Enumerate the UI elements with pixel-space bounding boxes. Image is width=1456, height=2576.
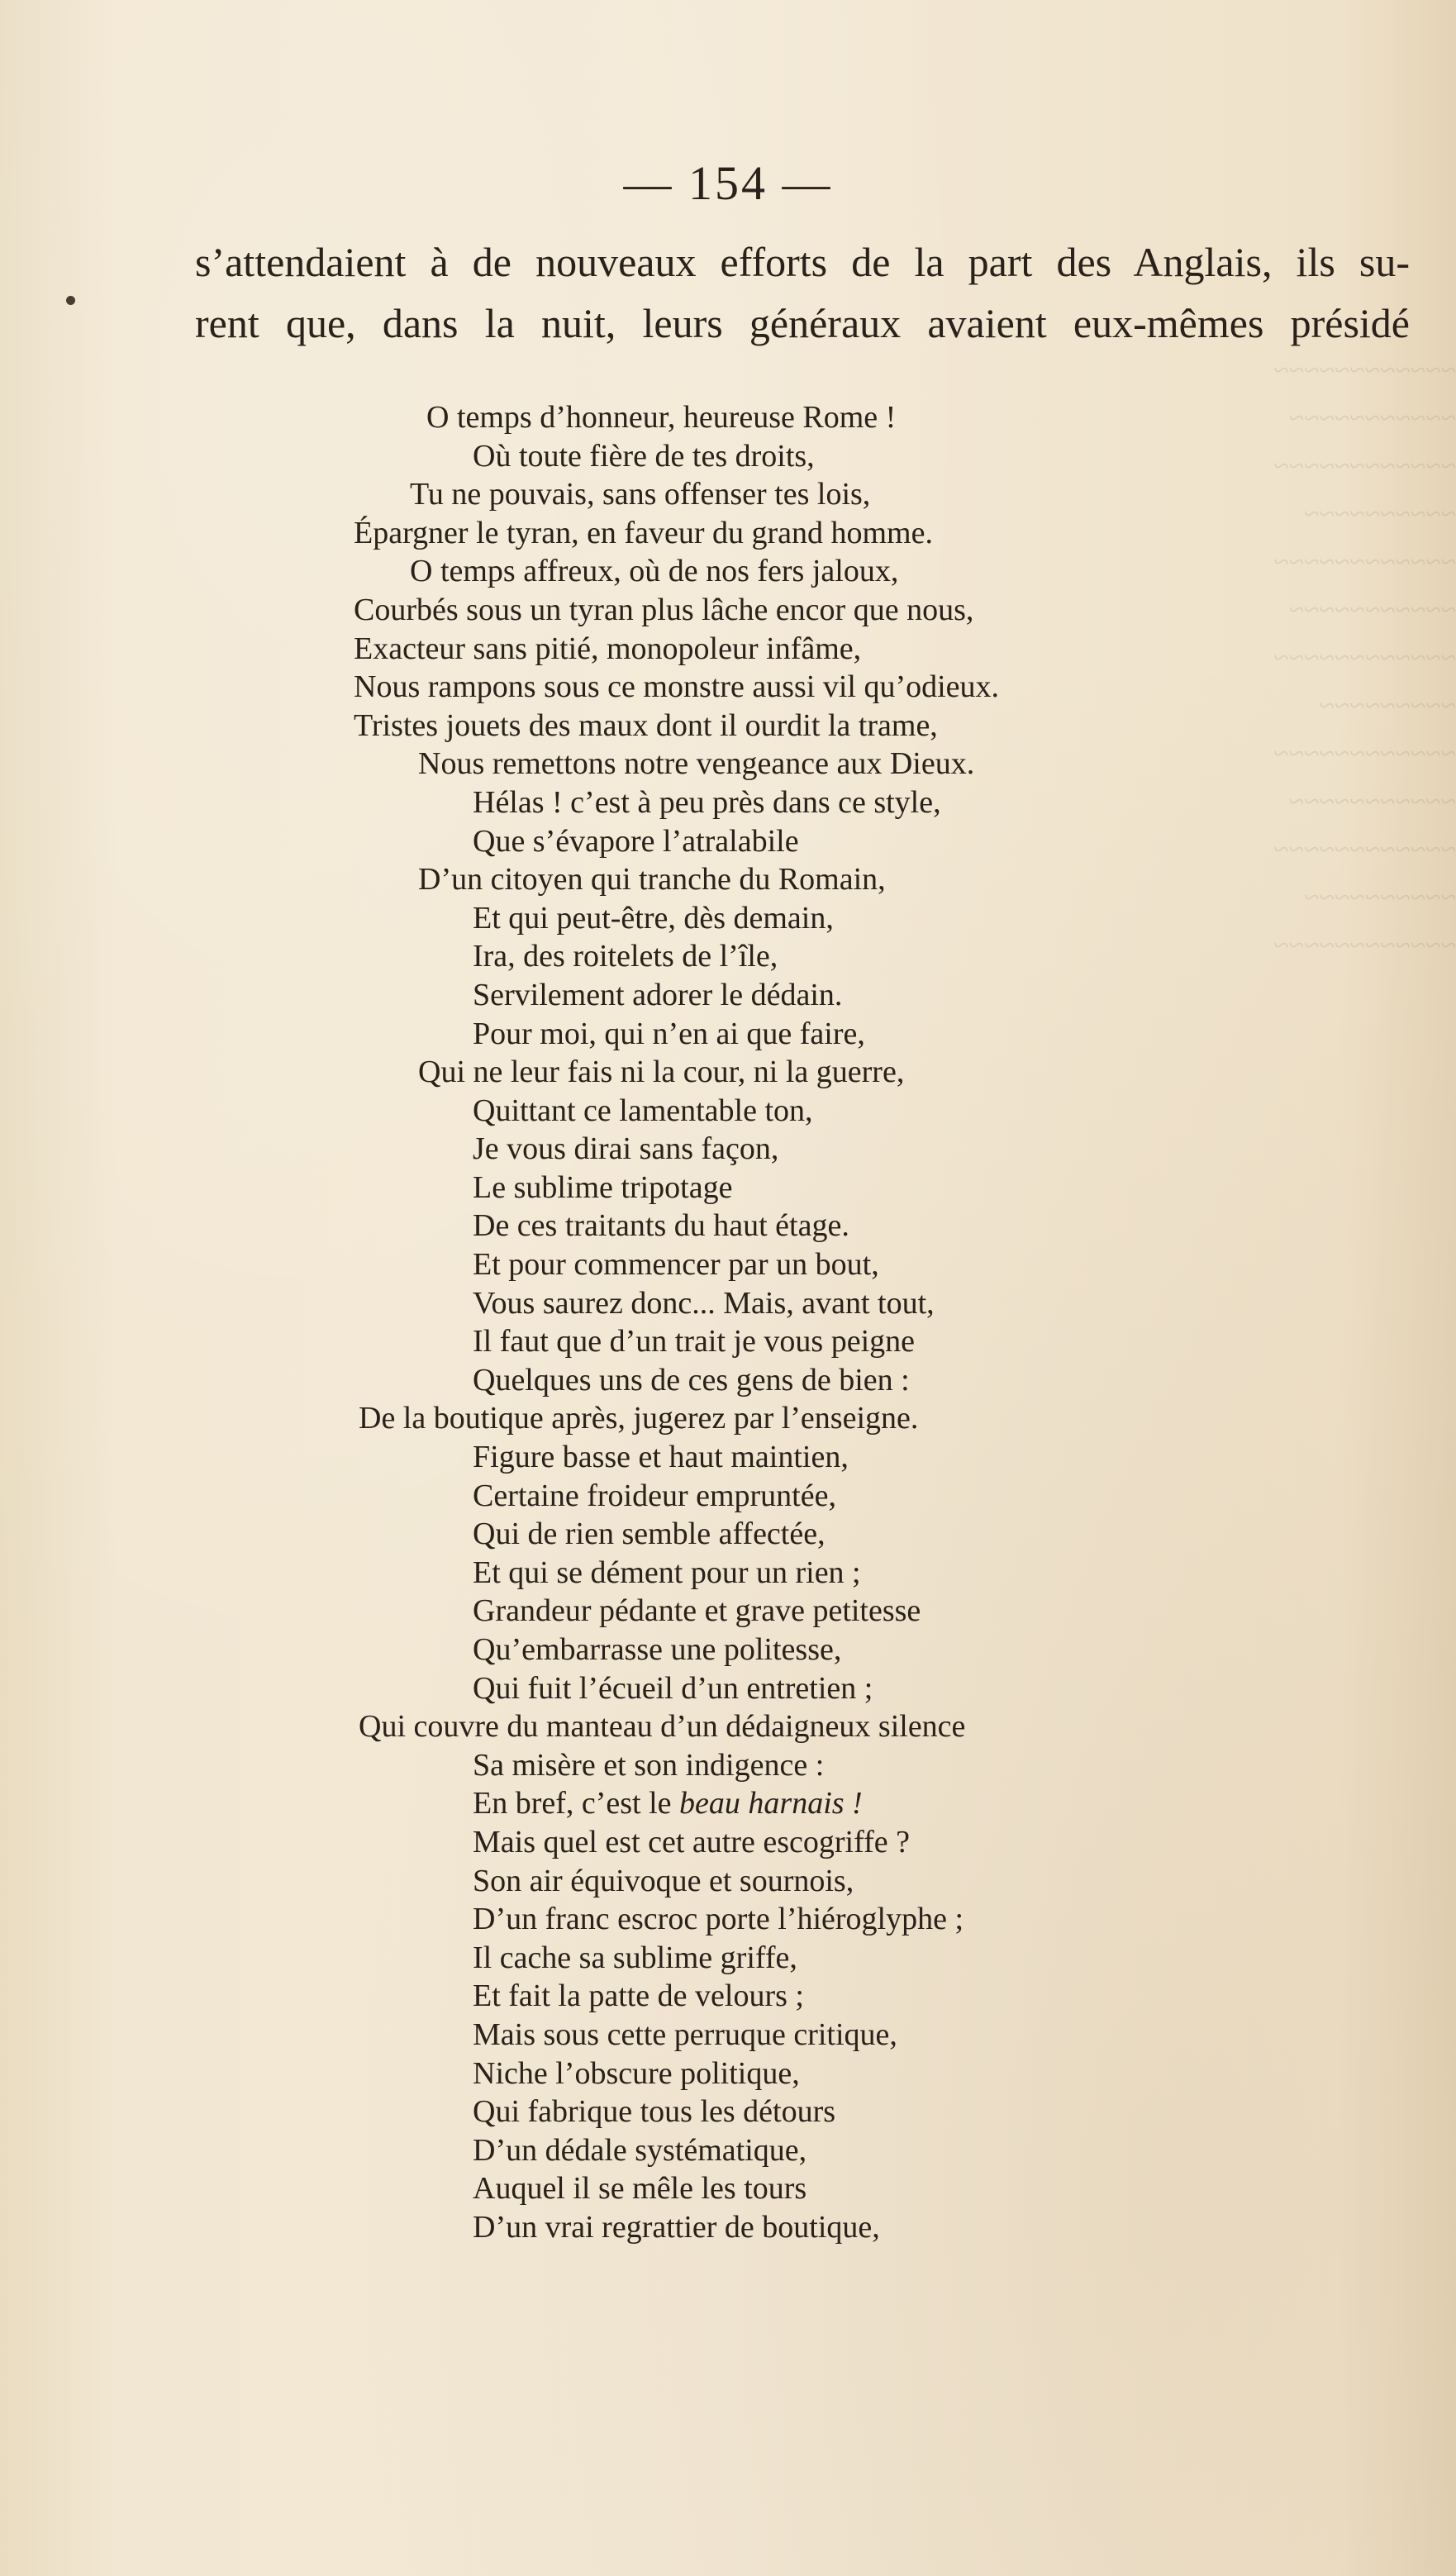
margin-mark <box>66 296 75 305</box>
poem-line: Qui couvre du manteau d’un dédaigneux silence <box>359 1709 966 1745</box>
prose-paragraph <box>195 231 1410 354</box>
poem-line: Qui fuit l’écueil d’un entretien ; <box>473 1670 873 1706</box>
poem-line <box>0 1784 1456 1823</box>
poem-line: Que s’évapore l’atralabile <box>473 823 799 859</box>
poem-line: De la boutique après, jugerez par l’enseigne. <box>359 1401 919 1436</box>
poem-line: Nous rampons sous ce monstre aussi vil qu’odieux. <box>354 669 1000 705</box>
poem-line: Ira, des roitelets de l’île, <box>473 939 778 974</box>
poem-line: Et qui peut-être, dès demain, <box>473 900 834 936</box>
poem-line: Tu ne pouvais, sans offenser tes lois, <box>410 477 871 512</box>
poem-line-text: En bref, c’est le <box>473 1786 672 1821</box>
show-through-texture: ~~~~~~~~~~~~ ~~~~~~~~~~~ ~~~~~~~~~~~~ ~~~~~~~~~~ ~~~~~~~~~~~~ ~~~~~~~~~~~ ~~~~~~~~~~~~ ~~~~~~~~~ ~~~~~~~~~~~~ ~~~~~~~~~~~ ~~~~~~~~~~~~ ~~~~~~~~~~ ~~~~~~~~~~~~ <box>1273 355 1456 961</box>
poem-line: Courbés sous un tyran plus lâche encor que nous, <box>354 592 974 627</box>
poem-line: Où toute fière de tes droits, <box>473 438 815 474</box>
poem-line: Grandeur pédante et grave petitesse <box>473 1593 921 1629</box>
poem-line: Il cache sa sublime griffe, <box>473 1940 797 1975</box>
poem-line: Certaine froideur empruntée, <box>473 1478 836 1513</box>
poem-line: Et fait la patte de velours ; <box>473 1978 804 2014</box>
poem-line: Vous saurez donc... Mais, avant tout, <box>473 1285 935 1321</box>
poem-line: Qui de rien semble affectée, <box>473 1517 826 1552</box>
poem-line: D’un vrai regrattier de boutique, <box>473 2209 880 2245</box>
poem-line: Qui ne leur fais ni la cour, ni la guerre, <box>418 1055 905 1090</box>
poem-line: Exacteur sans pitié, monopoleur infâme, <box>354 631 862 666</box>
poem-line: Son air équivoque et sournois, <box>473 1863 854 1898</box>
poem-line: Servilement adorer le dédain. <box>473 977 843 1012</box>
prose-line: s’attendaient à de nouveaux efforts de la part des Anglais, ils su- <box>195 239 1410 285</box>
poem-line: De ces traitants du haut étage. <box>473 1208 849 1244</box>
prose-line: rent que, dans la nuit, leurs généraux avaient eux-mêmes présidé <box>195 300 1410 346</box>
page-number: — 154 — <box>623 156 833 210</box>
poem-line: Figure basse et haut maintien, <box>473 1440 849 1475</box>
poem-line: Quittant ce lamentable ton, <box>473 1093 813 1128</box>
poem-line: D’un franc escroc porte l’hiéroglyphe ; <box>473 1902 964 1937</box>
poem-line: Mais quel est cet autre escogriffe ? <box>473 1824 910 1859</box>
poem-line: Qu’embarrasse une politesse, <box>473 1632 842 1667</box>
italic-phrase: beau harnais ! <box>679 1786 863 1821</box>
poem-line: Qui fabrique tous les détours <box>473 2094 836 2130</box>
poem-line: Niche l’obscure politique, <box>473 2055 800 2091</box>
poem-line: Sa misère et son indigence : <box>473 1747 825 1783</box>
poem-line: Auquel il se mêle les tours <box>473 2171 807 2207</box>
poem-line: Et qui se dément pour un rien ; <box>473 1555 861 1590</box>
poem-line: Épargner le tyran, en faveur du grand homme. <box>354 515 933 550</box>
poem-line: D’un dédale systématique, <box>473 2132 807 2168</box>
poem-line: Pour moi, qui n’en ai que faire, <box>473 1016 865 1051</box>
poem-line: Tristes jouets des maux dont il ourdit la trame, <box>354 707 938 743</box>
poem-line: Il faut que d’un trait je vous peigne <box>473 1324 916 1359</box>
poem-line: Et pour commencer par un bout, <box>473 1247 879 1283</box>
poem-line: Mais sous cette perruque critique, <box>473 2017 897 2052</box>
poem-line: Nous remettons notre vengeance aux Dieux. <box>418 746 975 782</box>
poem-line: Quelques uns de ces gens de bien : <box>473 1362 910 1398</box>
poem-line: O temps affreux, où de nos fers jaloux, <box>410 554 899 589</box>
poem-line: Je vous dirai sans façon, <box>473 1131 779 1167</box>
poem-line: Hélas ! c’est à peu près dans ce style, <box>473 784 941 820</box>
poem-line: Le sublime tripotage <box>473 1169 733 1205</box>
poem <box>0 398 1456 2247</box>
poem-line: O temps d’honneur, heureuse Rome ! <box>426 400 897 435</box>
poem-line: D’un citoyen qui tranche du Romain, <box>418 862 886 898</box>
